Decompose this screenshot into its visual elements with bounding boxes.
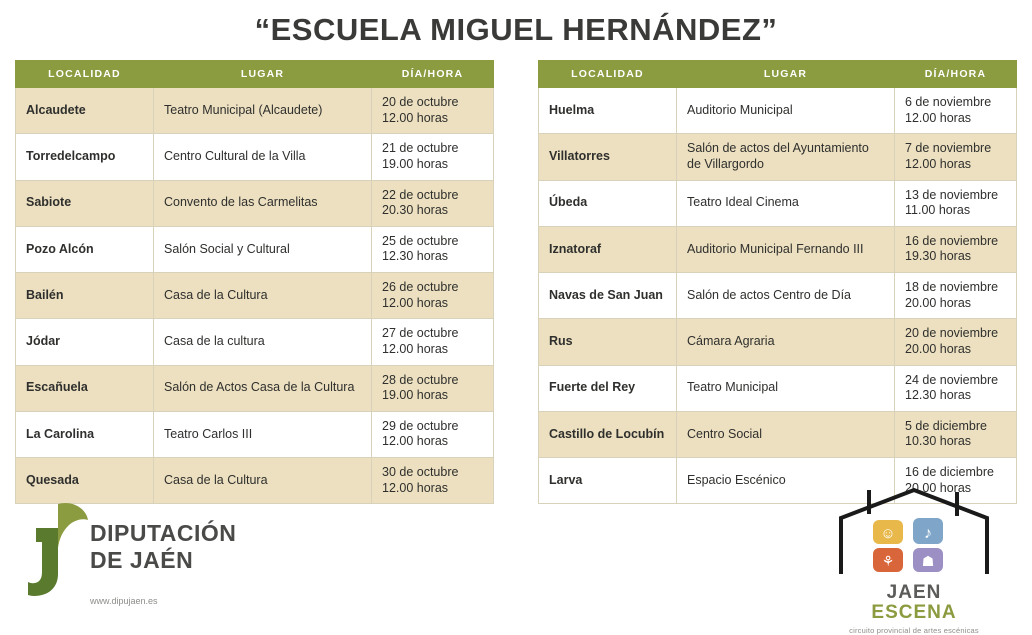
cell-lugar: Convento de las Carmelitas [154,180,372,226]
page-title: “ESCUELA MIGUEL HERNÁNDEZ” [254,12,778,47]
cell-dia: 30 de octubre [382,465,459,479]
cell-hora: 12.00 horas [382,434,449,449]
table-row [16,319,494,365]
table-row [539,88,1017,134]
cell-hora: 20.00 horas [905,295,972,310]
jaen-escena-line2: ESCENA [871,601,957,623]
cell-lugar: Salón de actos del Ayuntamiento de Villargordo [677,134,895,180]
cell-dia-hora [895,365,1017,411]
schedule-table-right [538,60,1017,504]
column-header-localidad: LOCALIDAD [539,61,677,88]
cell-hora: 20.00 horas [905,480,972,495]
cell-dia-hora [895,319,1017,365]
cell-dia: 6 de noviembre [905,95,992,109]
column-header-localidad: LOCALIDAD [16,61,154,88]
cell-lugar: Centro Cultural de la Villa [154,134,372,180]
footer [0,470,1032,635]
table-row [539,411,1017,457]
cell-lugar: Auditorio Municipal [677,88,895,134]
cell-localidad: Bailén [16,273,154,319]
cell-dia: 5 de diciembre [905,418,987,433]
cell-dia-hora [372,365,494,411]
cell-hora: 12.00 horas [382,295,449,310]
cell-localidad: Rus [539,319,677,365]
diputacion-logo [22,498,422,618]
cell-hora: 20.00 horas [905,341,972,356]
cell-dia-hora [372,273,494,319]
cell-lugar: Casa de la cultura [154,319,372,365]
jaen-escena-house-icon [829,484,999,576]
svg-text:⚘: ⚘ [881,553,895,569]
cell-hora: 10.30 horas [905,434,972,449]
cell-lugar: Espacio Escénico [677,458,895,504]
cell-lugar: Casa de la Cultura [154,458,372,504]
cell-dia: 20 de octubre [382,95,459,109]
cell-dia: 13 de noviembre [905,187,999,202]
cell-dia: 20 de noviembre [905,326,999,341]
diputacion-line2: DE JAÉN [90,547,194,574]
table-header-row [16,61,494,88]
table-row [16,180,494,226]
cell-hora: 19.00 horas [382,156,449,171]
cell-lugar: Teatro Ideal Cinema [677,180,895,226]
table-row [539,319,1017,365]
cell-lugar: Centro Social [677,411,895,457]
table-row [16,365,494,411]
column-header-lugar: LUGAR [154,61,372,88]
cell-lugar: Salón de actos Centro de Día [677,273,895,319]
cell-dia-hora [895,180,1017,226]
jaen-escena-wordmark [824,583,1004,623]
cell-localidad: Fuerte del Rey [539,365,677,411]
cell-dia: 7 de noviembre [905,141,992,156]
cell-localidad: Huelma [539,88,677,134]
schedule-tables [0,48,1032,504]
cell-localidad: Jódar [16,319,154,365]
table-row [16,88,494,134]
cell-lugar: Cámara Agraria [677,319,895,365]
cell-hora: 19.30 horas [905,249,972,264]
cell-hora: 12.00 horas [382,341,449,356]
cell-lugar: Salón de Actos Casa de la Cultura [154,365,372,411]
cell-dia-hora [895,134,1017,180]
cell-hora: 12.00 horas [382,110,449,125]
table-header-row [539,61,1017,88]
cell-dia: 24 de noviembre [905,372,999,387]
cell-dia: 26 de octubre [382,280,459,294]
cell-localidad: Úbeda [539,180,677,226]
column-header-dia-hora: DÍA/HORA [372,61,494,88]
diputacion-j-mark-icon [28,498,90,598]
cell-hora: 20.30 horas [382,203,449,218]
svg-text:☺: ☺ [880,525,896,542]
cell-dia: 21 de octubre [382,141,459,156]
cell-localidad: Sabiote [16,180,154,226]
column-header-dia-hora: DÍA/HORA [895,61,1017,88]
cell-localidad: Quesada [16,458,154,504]
table-row [539,180,1017,226]
schedule-table-left [15,60,494,504]
cell-dia: 18 de noviembre [905,280,999,294]
cell-lugar: Salón Social y Cultural [154,226,372,272]
diputacion-line1: DIPUTACIÓN [90,520,237,546]
cell-localidad: Iznatoraf [539,226,677,272]
cell-localidad: Larva [539,458,677,504]
cell-lugar: Teatro Carlos III [154,411,372,457]
cell-dia: 27 de octubre [382,326,459,341]
cell-dia-hora [372,226,494,272]
cell-localidad: Torredelcampo [16,134,154,180]
diputacion-url: www.dipujaen.es [90,596,158,606]
cell-dia-hora [895,88,1017,134]
cell-dia: 16 de noviembre [905,233,999,248]
table-row [16,226,494,272]
svg-text:♪: ♪ [924,525,932,542]
svg-text:☗: ☗ [921,553,935,569]
cell-dia: 25 de octubre [382,233,459,248]
cell-dia-hora [372,134,494,180]
table-row [16,411,494,457]
cell-localidad: Alcaudete [16,88,154,134]
cell-hora: 12.00 horas [382,480,449,495]
table-row [539,134,1017,180]
cell-localidad: Pozo Alcón [16,226,154,272]
cell-dia-hora [372,319,494,365]
cell-localidad: Escañuela [16,365,154,411]
cell-dia: 16 de diciembre [905,465,994,479]
table-row [539,273,1017,319]
cell-lugar: Auditorio Municipal Fernando III [677,226,895,272]
cell-dia: 28 de octubre [382,372,459,387]
cell-dia-hora [895,226,1017,272]
cell-localidad: La Carolina [16,411,154,457]
table-row [16,273,494,319]
cell-hora: 12.00 horas [905,110,972,125]
cell-localidad: Navas de San Juan [539,273,677,319]
cell-dia-hora [895,411,1017,457]
cell-hora: 12.00 horas [905,156,972,171]
cell-localidad: Villatorres [539,134,677,180]
cell-hora: 19.00 horas [382,388,449,403]
cell-lugar: Teatro Municipal (Alcaudete) [154,88,372,134]
table-row [539,226,1017,272]
cell-dia-hora [372,88,494,134]
jaen-escena-tagline: circuito provincial de artes escénicas [849,625,979,635]
column-header-lugar: LUGAR [677,61,895,88]
jaen-escena-logo [824,484,1004,635]
cell-dia: 22 de octubre [382,187,459,202]
cell-dia-hora [895,273,1017,319]
diputacion-wordmark [90,520,236,574]
cell-localidad: Castillo de Locubín [539,411,677,457]
cell-lugar: Casa de la Cultura [154,273,372,319]
cell-hora: 12.30 horas [905,388,972,403]
cell-dia-hora [372,180,494,226]
table-row [16,134,494,180]
cell-dia-hora [372,411,494,457]
cell-hora: 12.30 horas [382,249,449,264]
cell-hora: 11.00 horas [905,203,971,218]
jaen-escena-line1: JAEN [886,582,942,603]
table-row [539,365,1017,411]
cell-lugar: Teatro Municipal [677,365,895,411]
cell-dia: 29 de octubre [382,418,459,433]
